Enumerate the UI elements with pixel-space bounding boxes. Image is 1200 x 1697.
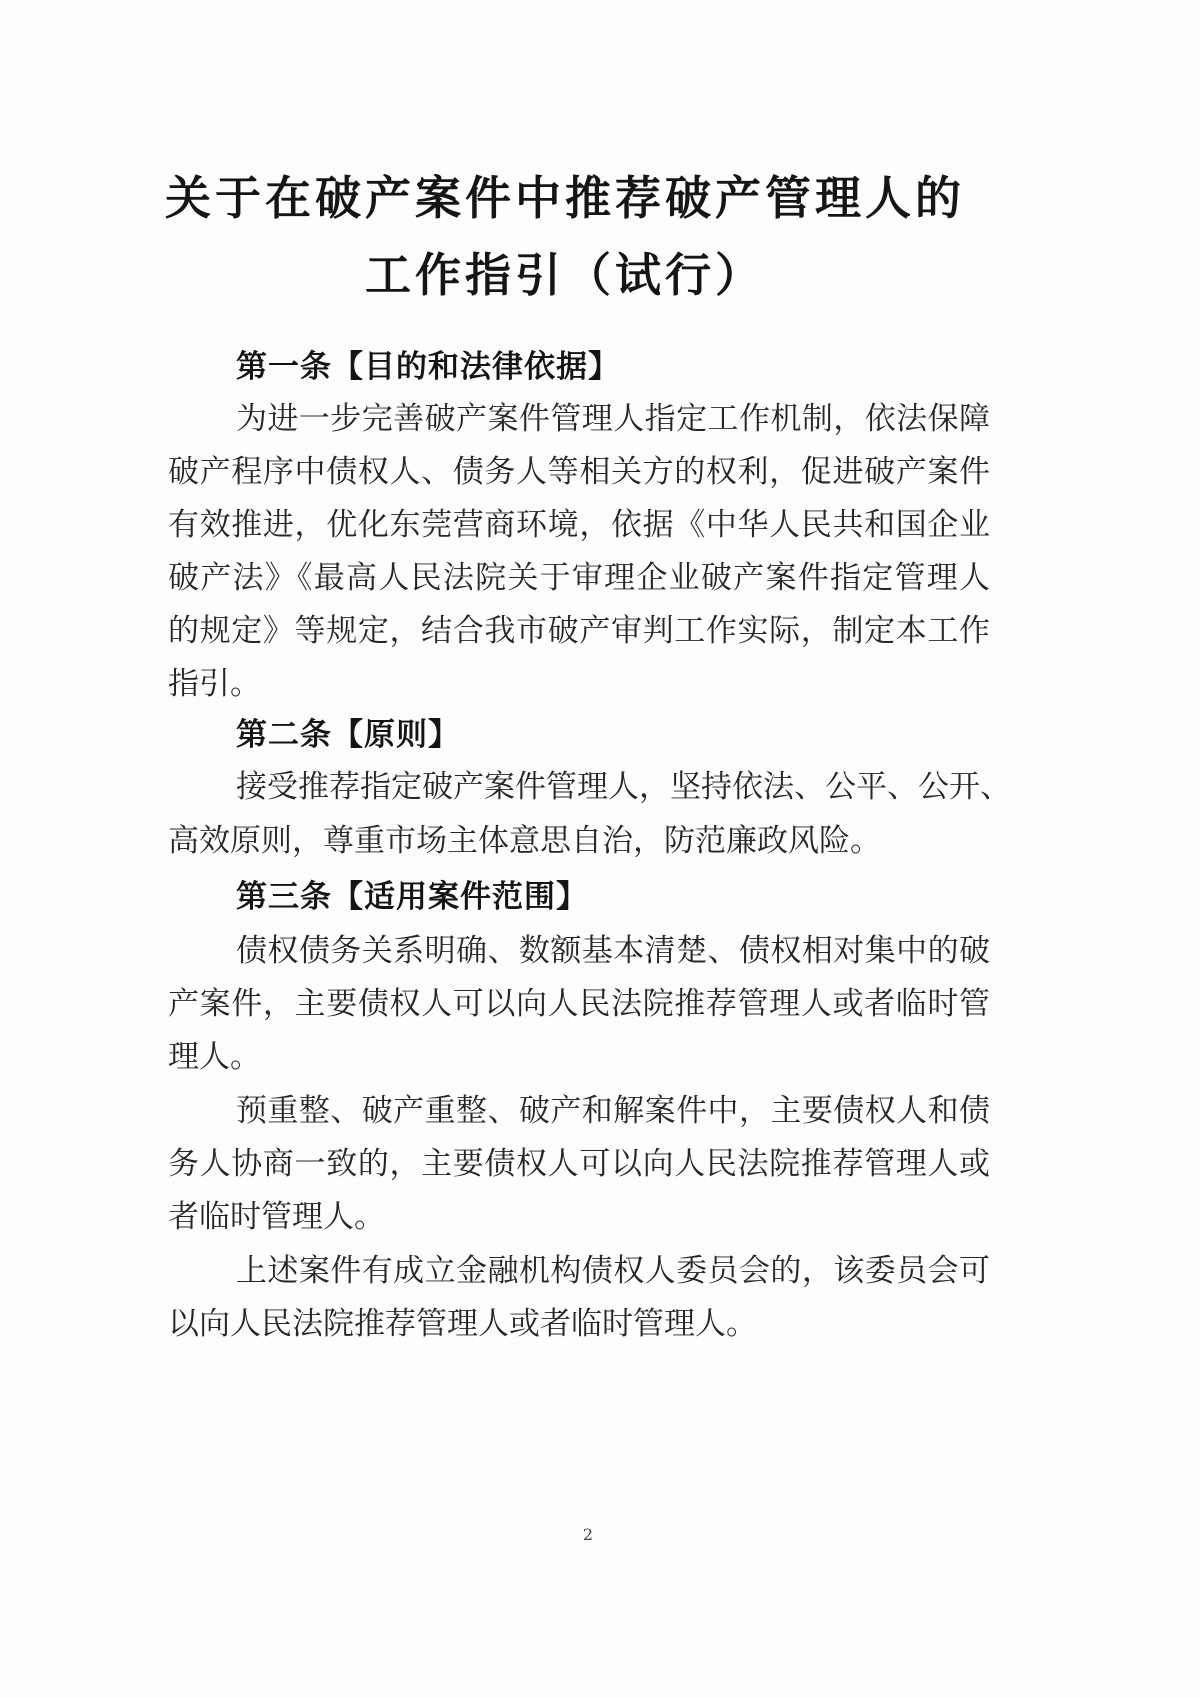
- article-3-heading: 第三条【适用案件范围】: [236, 879, 588, 915]
- article-2-paragraph-line: 高效原则，尊重市场主体意思自治，防范廉政风险。: [168, 823, 881, 859]
- article-1-paragraph-line: 破产程序中债权人、债务人等相关方的权利，促进破产案件: [168, 454, 990, 490]
- article-3-paragraph-line: 理人。: [168, 1039, 261, 1075]
- document-title-line-2: 工作指引（试行）: [365, 248, 765, 302]
- article-3-paragraph-line: 者临时管理人。: [168, 1199, 385, 1235]
- article-3-paragraph-line: 务人协商一致的，主要债权人可以向人民法院推荐管理人或: [168, 1146, 990, 1182]
- article-2-heading: 第二条【原则】: [236, 717, 460, 753]
- article-1-paragraph-line: 指引。: [168, 666, 261, 702]
- article-3-paragraph-line: 预重整、破产重整、破产和解案件中，主要债权人和债: [236, 1093, 990, 1129]
- document-title-line-1: 关于在破产案件中推荐破产管理人的: [165, 171, 965, 225]
- article-3-paragraph-line: 产案件，主要债权人可以向人民法院推荐管理人或者临时管: [168, 986, 990, 1022]
- article-3-paragraph-line: 以向人民法院推荐管理人或者临时管理人。: [168, 1306, 757, 1342]
- page-number: 2: [582, 1525, 594, 1544]
- article-1-heading: 第一条【目的和法律依据】: [236, 349, 620, 385]
- article-3-paragraph-line: 债权债务关系明确、数额基本清楚、债权相对集中的破: [236, 933, 990, 969]
- article-1-paragraph-line: 破产法》《最高人民法院关于审理企业破产案件指定管理人: [168, 560, 990, 596]
- article-3-paragraph-line: 上述案件有成立金融机构债权人委员会的，该委员会可: [236, 1253, 990, 1289]
- article-2-paragraph-line: 接受推荐指定破产案件管理人，坚持依法、公平、公开、: [236, 769, 1011, 805]
- article-1-paragraph-line: 的规定》等规定，结合我市破产审判工作实际，制定本工作: [168, 613, 990, 649]
- article-1-paragraph-line: 有效推进，优化东莞营商环境，依据《中华人民共和国企业: [168, 507, 990, 543]
- article-1-paragraph-line: 为进一步完善破产案件管理人指定工作机制，依法保障: [236, 401, 990, 437]
